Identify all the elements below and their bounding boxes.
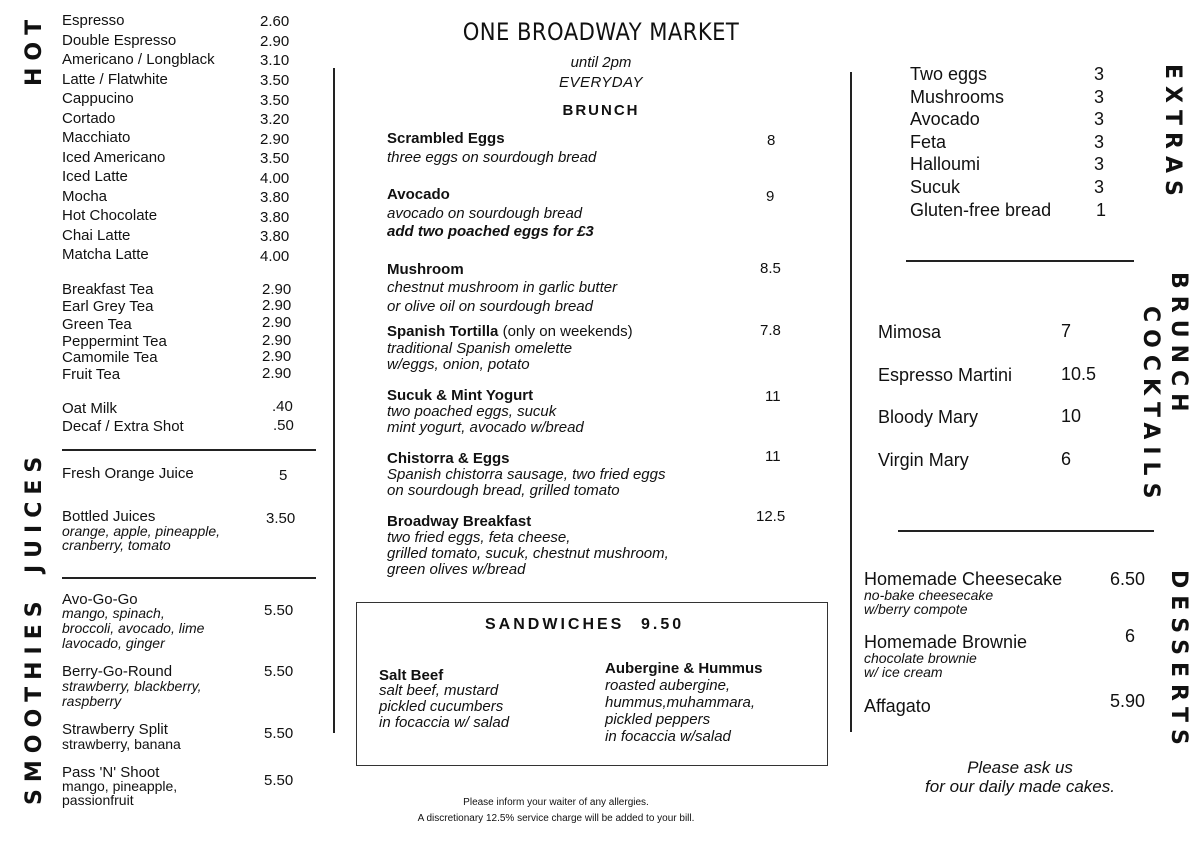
price: 3.50 (266, 510, 296, 527)
price: 2.90 (260, 33, 290, 50)
list-item: Avocado (910, 109, 980, 129)
price: 3.50 (260, 72, 290, 89)
list-item: Earl Grey Tea (62, 298, 154, 315)
item-description: salt beef, mustard (379, 682, 499, 699)
price: .50 (273, 417, 294, 434)
list-item: Decaf / Extra Shot (62, 418, 184, 435)
item-description: grilled tomato, sucuk, chestnut mushroom, (387, 545, 669, 562)
item-description: w/ ice cream (864, 664, 943, 680)
section-label-extras: EXTRAS (1160, 64, 1185, 203)
item-description: cranberry, tomato (62, 537, 171, 553)
divider-right (850, 72, 852, 732)
cakes-note (880, 758, 1160, 796)
everyday-text: EVERYDAY (558, 74, 644, 91)
price: 3.80 (260, 189, 290, 206)
item-description: traditional Spanish omelette (387, 340, 573, 357)
item-description: no-bake cheesecake (864, 587, 994, 603)
brunch-item-name: Broadway Breakfast (387, 513, 532, 530)
price: 10.5 (1061, 364, 1097, 384)
price: 2.90 (262, 314, 292, 331)
item-extra: add two poached eggs for £3 (387, 223, 594, 240)
sandwiches-title: SANDWICHES (485, 616, 625, 633)
price: 9 (766, 188, 775, 205)
cakes-note-line: for our daily made cakes. (925, 777, 1115, 796)
price: 11 (765, 388, 781, 405)
divider-extras-cocktails (906, 260, 1134, 262)
price: 6 (1125, 626, 1136, 646)
price: .40 (272, 398, 293, 415)
list-item: Oat Milk (62, 400, 118, 417)
item-description: two poached eggs, sucuk (387, 403, 557, 420)
price: 2.90 (262, 365, 292, 382)
section-label-brunch: BRUNCH (1166, 272, 1191, 419)
divider-left (333, 68, 335, 733)
price: 4.00 (260, 170, 290, 187)
item-description: or olive oil on sourdough bread (387, 298, 593, 315)
price: 10 (1061, 406, 1082, 426)
item-description: mint yogurt, avocado w/bread (387, 419, 584, 436)
price: 2.90 (260, 131, 290, 148)
item-description: roasted aubergine, (605, 677, 731, 694)
price: 3 (1094, 109, 1105, 129)
list-item: Latte / Flatwhite (62, 71, 168, 88)
list-item: Pass 'N' Shoot (62, 764, 160, 781)
price: 3.50 (260, 150, 290, 167)
item-title: Spanish Tortilla (387, 323, 499, 340)
list-item: Virgin Mary (878, 450, 969, 470)
brunch-item-name: Scrambled Eggs (387, 130, 505, 147)
list-item: Camomile Tea (62, 349, 158, 366)
brunch-item-name: Mushroom (387, 261, 464, 278)
price: 3.80 (260, 209, 290, 226)
list-item: Homemade Brownie (864, 632, 1028, 652)
list-item: Avo-Go-Go (62, 591, 138, 608)
item-description: in focaccia w/salad (605, 728, 731, 745)
list-item: Feta (910, 132, 947, 152)
section-label-desserts: DESSERTS (1166, 570, 1191, 752)
list-item: Affagato (864, 696, 931, 716)
price: 5.50 (264, 663, 294, 680)
price: 2.60 (260, 13, 290, 30)
price: 5.50 (264, 725, 294, 742)
brunch-item-name: Sucuk & Mint Yogurt (387, 387, 534, 404)
price: 3.20 (260, 111, 290, 128)
list-item: Matcha Latte (62, 246, 149, 263)
section-label-smoothies: SMOOTHIES (22, 594, 47, 805)
list-item: Espresso Martini (878, 365, 1013, 385)
item-description: pickled peppers (605, 711, 711, 728)
item-description: orange, apple, pineapple, (62, 523, 221, 539)
list-item: Berry-Go-Round (62, 663, 173, 680)
price: 3 (1094, 64, 1105, 84)
price: 5.50 (264, 602, 294, 619)
price: 2.90 (262, 281, 292, 298)
price: 2.90 (262, 348, 292, 365)
item-description: chestnut mushroom in garlic butter (387, 279, 618, 296)
item-description: raspberry (62, 693, 122, 709)
price: 3.10 (260, 52, 290, 69)
price: 3.80 (260, 228, 290, 245)
price: 6.50 (1110, 569, 1146, 589)
price: 5 (279, 467, 288, 484)
brunch-item-name: Chistorra & Eggs (387, 450, 510, 467)
sandwich-name: Aubergine & Hummus (605, 660, 763, 677)
list-item: Bottled Juices (62, 508, 156, 525)
list-item: Fruit Tea (62, 366, 121, 383)
item-description: broccoli, avocado, lime (62, 620, 205, 636)
list-item: Espresso (62, 12, 125, 29)
item-description: avocado on sourdough bread (387, 205, 583, 222)
item-description: mango, spinach, (62, 605, 165, 621)
item-description: passionfruit (62, 792, 134, 808)
section-label-cocktails: COCKTAILS (1138, 306, 1163, 506)
sandwiches-price: 9.50 (641, 616, 685, 633)
item-description: strawberry, blackberry, (62, 678, 202, 694)
list-item: Hot Chocolate (62, 207, 158, 224)
list-item: Iced Americano (62, 149, 166, 166)
item-description: Spanish chistorra sausage, two fried eggs (387, 466, 666, 483)
price: 11 (765, 448, 781, 465)
price: 7 (1061, 321, 1072, 341)
price: 4.00 (260, 248, 290, 265)
list-item: Bloody Mary (878, 407, 979, 427)
sandwich-name: Salt Beef (379, 667, 444, 684)
item-description: w/eggs, onion, potato (387, 356, 530, 373)
sandwiches-box (356, 602, 828, 766)
item-description: hummus,muhammara, (605, 694, 756, 711)
price: 2.90 (262, 297, 292, 314)
price: 5.90 (1110, 691, 1146, 711)
list-item: Strawberry Split (62, 721, 168, 738)
item-description: two fried eggs, feta cheese, (387, 529, 571, 546)
service-charge-note: A discretionary 12.5% service charge will be added to your bill. (417, 813, 695, 824)
item-description: pickled cucumbers (379, 698, 504, 715)
divider-hot-juices (62, 449, 316, 451)
list-item: Chai Latte (62, 227, 131, 244)
section-label-hot: HOT (22, 12, 47, 86)
price: 12.5 (756, 508, 786, 525)
list-item: Sucuk (910, 177, 961, 197)
hours-text: until 2pm (570, 54, 632, 71)
list-item: Mushrooms (910, 87, 1005, 107)
brunch-item-name: Avocado (387, 186, 450, 203)
list-item: Breakfast Tea (62, 281, 154, 298)
price: 5.50 (264, 772, 294, 789)
list-item: Green Tea (62, 316, 132, 333)
divider-juices-smoothies (62, 577, 316, 579)
list-item: Peppermint Tea (62, 333, 167, 350)
section-label-juices: JUICES (22, 449, 47, 573)
brunch-title: BRUNCH (562, 102, 640, 119)
list-item: Americano / Longblack (62, 51, 215, 68)
list-item: Fresh Orange Juice (62, 465, 194, 482)
price: 3 (1094, 87, 1105, 107)
item-description: in focaccia w/ salad (379, 714, 510, 731)
price: 7.8 (760, 322, 781, 339)
price: 6 (1061, 449, 1072, 469)
list-item: Two eggs (910, 64, 988, 84)
list-item: Gluten-free bread (910, 200, 1052, 220)
list-item: Mocha (62, 188, 108, 205)
item-description: w/berry compote (864, 601, 968, 617)
list-item: Macchiato (62, 129, 131, 146)
list-item: Halloumi (910, 154, 981, 174)
price: 3 (1094, 132, 1105, 152)
list-item: Double Espresso (62, 32, 177, 49)
cakes-note-line: Please ask us (967, 758, 1073, 777)
price: 8.5 (760, 260, 781, 277)
allergy-note: Please inform your waiter of any allergies. (463, 797, 649, 808)
item-description: chocolate brownie (864, 650, 977, 666)
item-note: (only on weekends) (498, 323, 633, 340)
list-item: Mimosa (878, 322, 942, 342)
price: 3 (1094, 177, 1105, 197)
price: 2.90 (262, 332, 292, 349)
list-item: Iced Latte (62, 168, 128, 185)
price: 3 (1094, 154, 1105, 174)
price: 8 (767, 132, 776, 149)
brunch-item-name (387, 323, 633, 340)
item-description: green olives w/bread (387, 561, 526, 578)
item-description: three eggs on sourdough bread (387, 149, 597, 166)
divider-cocktails-desserts (898, 530, 1154, 532)
item-description: lavocado, ginger (62, 635, 165, 651)
price: 1 (1096, 200, 1107, 220)
list-item: Cappucino (62, 90, 134, 107)
list-item: Homemade Cheesecake (864, 569, 1063, 589)
item-description: on sourdough bread, grilled tomato (387, 482, 620, 499)
page-title: ONE BROADWAY MARKET (462, 18, 740, 46)
list-item: Cortado (62, 110, 116, 127)
item-description: mango, pineapple, (62, 778, 178, 794)
price: 3.50 (260, 92, 290, 109)
item-description: strawberry, banana (62, 736, 181, 752)
